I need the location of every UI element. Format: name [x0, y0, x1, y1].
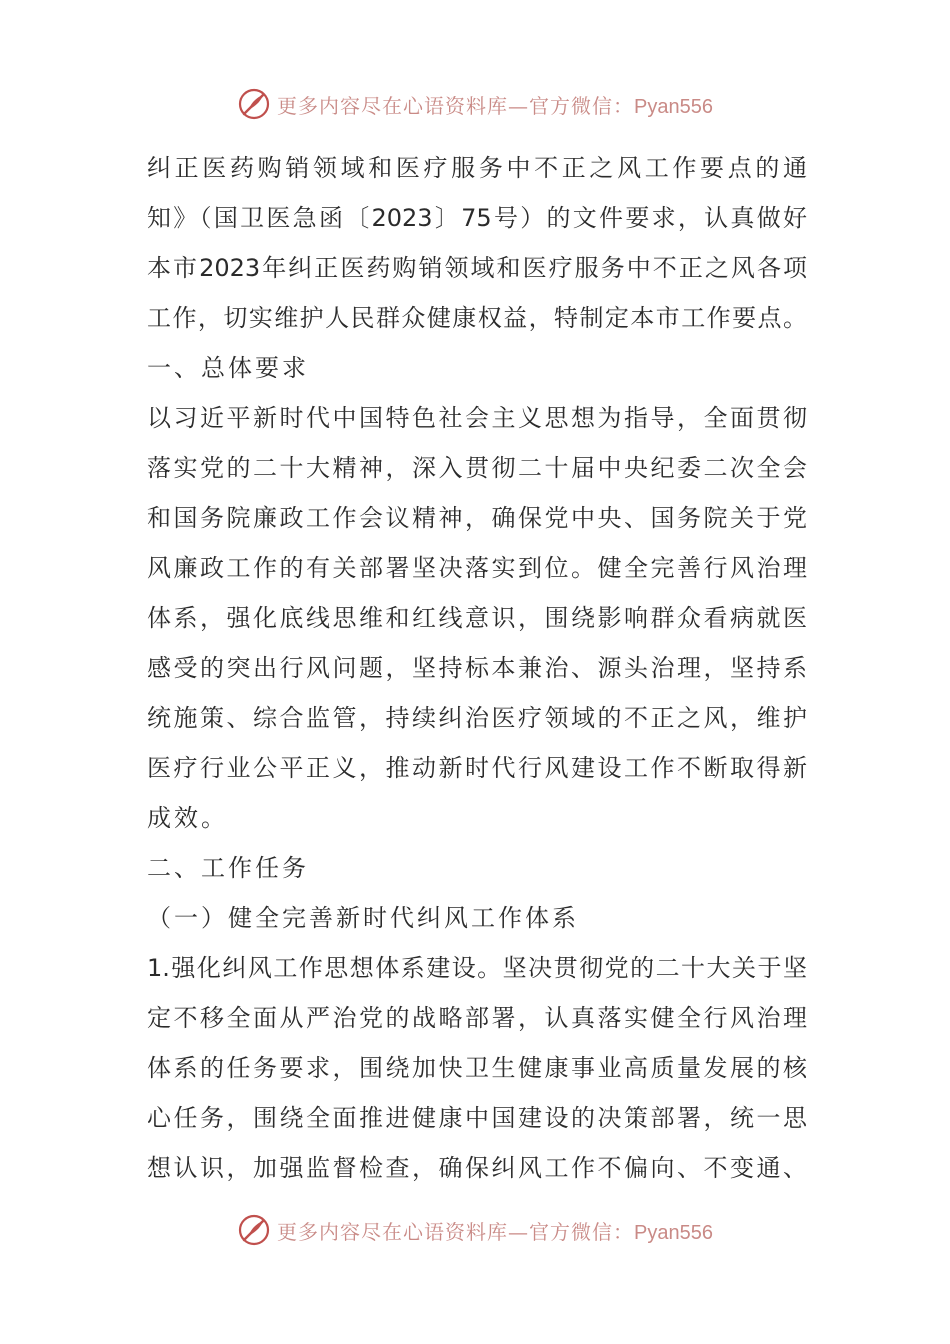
text-line: 知》（国卫医急函〔2023〕75号）的文件要求，认真做好: [147, 204, 807, 232]
text-line: 工作，切实维护人民群众健康权益，特制定本市工作要点。: [147, 304, 807, 332]
text-line: 医疗行业公平正义，推动新时代行风建设工作不断取得新: [147, 754, 807, 782]
quill-logo-icon: [237, 1213, 271, 1247]
section-heading: 一、总体要求: [147, 354, 309, 382]
subsection-heading: （一）健全完善新时代纠风工作体系: [147, 904, 579, 932]
text-line: 定不移全面从严治党的战略部署，认真落实健全行风治理: [147, 1004, 807, 1032]
text-line: 落实党的二十大精神，深入贯彻二十届中央纪委二次全会: [147, 454, 807, 482]
text-line: 统施策、综合监管，持续纠治医疗领域的不正之风，维护: [147, 704, 807, 732]
text-line: 纠正医药购销领域和医疗服务中不正之风工作要点的通: [147, 154, 807, 182]
text-line: 体系，强化底线思维和红线意识，围绕影响群众看病就医: [147, 604, 807, 632]
document-body: [147, 143, 807, 1193]
text-line: 体系的任务要求，围绕加快卫生健康事业高质量发展的核: [147, 1054, 807, 1082]
text-line: 以习近平新时代中国特色社会主义思想为指导，全面贯彻: [147, 404, 807, 432]
text-line: 和国务院廉政工作会议精神，确保党中央、国务院关于党: [147, 504, 807, 532]
text-line: 想认识，加强监督检查，确保纠风工作不偏向、不变通、: [147, 1154, 807, 1182]
text-line: 成效。: [147, 804, 228, 832]
section-heading: 二、工作任务: [147, 854, 309, 882]
quill-logo-icon: [237, 87, 271, 121]
text-line: 感受的突出行风问题，坚持标本兼治、源头治理，坚持系: [147, 654, 807, 682]
text-line: 1.强化纠风工作思想体系建设。坚决贯彻党的二十大关于坚: [147, 954, 807, 982]
text-line: 心任务，围绕全面推进健康中国建设的决策部署，统一思: [147, 1104, 807, 1132]
watermark-footer: [0, 1210, 950, 1250]
watermark-text: 更多内容尽在心语资料库—官方微信：Pyan556: [277, 1219, 713, 1244]
watermark-header: [0, 84, 950, 124]
watermark-text: 更多内容尽在心语资料库—官方微信：Pyan556: [277, 93, 713, 118]
text-line: 本市2023年纠正医药购销领域和医疗服务中不正之风各项: [147, 254, 807, 282]
text-line: 风廉政工作的有关部署坚决落实到位。健全完善行风治理: [147, 554, 807, 582]
